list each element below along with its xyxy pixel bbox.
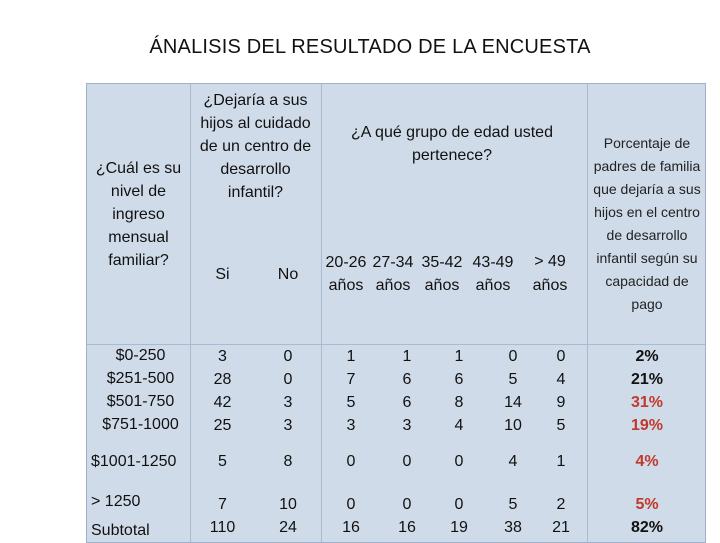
no-value: 10 [279, 496, 297, 513]
age3-value: 0 [454, 452, 464, 470]
age-col-35-42: 35-42 años [421, 254, 463, 294]
age2-value: 0 [402, 452, 412, 470]
age5-values-top [537, 344, 585, 438]
age2-values-top [383, 344, 431, 438]
income-label: $1001-1250 [91, 452, 177, 470]
si-value: 28 [213, 371, 232, 388]
si-values-bottom [190, 492, 255, 540]
pct-value: 5% [635, 496, 659, 513]
income-label: $251-500 [106, 370, 175, 387]
income-label: $0-250 [115, 347, 166, 364]
age3-values-top [435, 344, 483, 438]
age2-value: 16 [398, 519, 416, 536]
age3-value: 8 [454, 394, 464, 411]
no-value: 3 [283, 417, 293, 434]
age3-value: 6 [454, 371, 464, 388]
age1-value: 0 [346, 452, 356, 470]
age-group-header: ¿A qué grupo de edad usted pertenece? [351, 124, 553, 164]
pct-value: 31% [630, 394, 664, 411]
pct-value: 82% [630, 519, 664, 536]
age1-value: 5 [346, 394, 356, 411]
age1-value: 16 [342, 519, 360, 536]
age1-value: 3 [346, 417, 356, 434]
page-title: ÁNALISIS DEL RESULTADO DE LA ENCUESTA [149, 36, 591, 58]
age2-values-bottom [383, 492, 431, 540]
age2-value: 6 [402, 394, 412, 411]
age1-value: 7 [346, 371, 356, 388]
pct-value: 21% [630, 371, 664, 388]
age1-value: 1 [346, 348, 356, 365]
pct-values-bottom [587, 492, 707, 540]
age1-values-top [327, 344, 375, 438]
no-header: No [277, 265, 299, 283]
age5-value: 5 [556, 417, 566, 434]
si-value: 110 [209, 519, 236, 536]
age-col-27-34: 27-34 años [372, 254, 414, 294]
age-col-over-49: > 49 años [532, 253, 568, 294]
age-col-20-26: 20-26 años [325, 254, 367, 294]
age5-value: 4 [556, 371, 566, 388]
income-label: Subtotal [91, 521, 150, 539]
si-value: 3 [218, 348, 227, 365]
pct-value: 2% [635, 348, 659, 365]
age3-value: 1 [454, 348, 464, 365]
age4-values-bottom [489, 492, 537, 540]
no-values-top [255, 344, 321, 438]
income-label: $501-750 [106, 393, 175, 410]
age3-value: 19 [450, 519, 468, 536]
age4-value: 0 [508, 348, 518, 365]
age2-value: 6 [402, 371, 412, 388]
no-value: 0 [283, 371, 293, 388]
daycare-header: ¿Dejaría a sus hijos al cuidado de un centro de desarrollo infantil? [199, 92, 312, 201]
si-values-top [190, 344, 255, 438]
age2-value: 1 [402, 348, 412, 365]
income-header: ¿Cuál es su nivel de ingreso mensual familiar? [95, 159, 182, 269]
age4-value: 14 [504, 394, 522, 411]
age4-value: 5 [508, 496, 518, 513]
age1-value: 0 [346, 496, 356, 513]
age5-value: 0 [556, 348, 566, 365]
age-col-43-49: 43-49 años [472, 254, 514, 294]
pct-values-top [587, 344, 707, 438]
age2-value: 0 [402, 496, 412, 513]
age3-value: 4 [454, 417, 464, 434]
no-value: 24 [279, 519, 297, 536]
pct-value: 19% [630, 417, 664, 434]
age4-value: 5 [508, 371, 518, 388]
no-value: 8 [283, 452, 293, 470]
no-value: 0 [283, 348, 293, 365]
si-value: 25 [213, 417, 232, 434]
age4-values-top [489, 344, 537, 438]
pct-value: 4% [635, 452, 659, 470]
age5-value: 21 [552, 519, 570, 536]
age1-values-bottom [327, 492, 375, 540]
age4-value: 38 [504, 519, 522, 536]
age4-value: 4 [508, 452, 518, 470]
age4-value: 10 [504, 417, 522, 434]
age3-values-bottom [435, 492, 483, 540]
age3-value: 0 [454, 496, 464, 513]
no-value: 3 [283, 394, 293, 411]
income-list-top [87, 344, 190, 438]
si-header: Si [215, 265, 230, 283]
si-value: 5 [218, 452, 227, 470]
age5-value: 1 [556, 452, 566, 470]
income-label: $751-1000 [102, 416, 179, 433]
si-value: 7 [218, 496, 227, 513]
age5-values-bottom [537, 492, 585, 540]
survey-results-table [86, 83, 706, 543]
age5-value: 2 [556, 496, 566, 513]
no-values-bottom [255, 492, 321, 540]
income-label: > 1250 [91, 492, 141, 510]
age5-value: 9 [556, 394, 566, 411]
age2-value: 3 [402, 417, 412, 434]
percentage-header: Porcentaje de padres de familia que dejaría a sus hijos en el centro de desarrollo infantil según su capacidad de pago [593, 135, 701, 312]
si-value: 42 [213, 394, 232, 411]
